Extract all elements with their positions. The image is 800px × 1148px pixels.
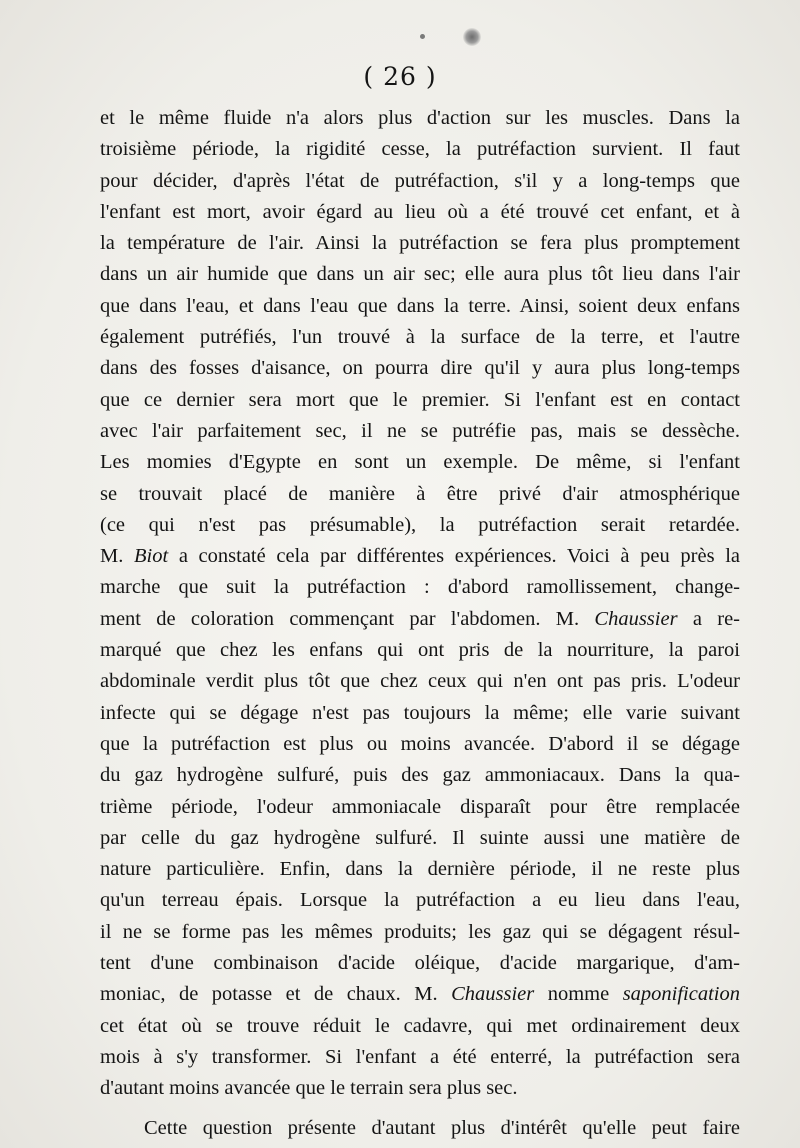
text-line: que ce dernier sera mort que le premier. Si l'enfant est en contact — [100, 388, 740, 411]
text-line: marche que suit la putréfaction : d'abord ramollissement, change- — [100, 576, 740, 599]
text-line: M. Biot a constaté cela par différentes expériences. Voici à peu près la — [100, 545, 740, 568]
paragraph-last-line: d'autant moins avancée que le terrain sera plus sec. — [100, 1077, 518, 1100]
text-line: avec l'air parfaitement sec, il ne se putréfie pas, mais se dessèche. — [100, 419, 740, 442]
page-number: ( 26 ) — [363, 62, 437, 91]
text-line: moniac, de potasse et de chaux. M. Chaussier nomme saponification — [100, 983, 740, 1006]
text-line: cet état où se trouve réduit le cadavre, qui met ordinairement deux — [100, 1014, 740, 1037]
text-line: trième période, l'odeur ammoniacale disparaît pour être remplacée — [100, 795, 740, 818]
text-line: dans un air humide que dans un air sec; elle aura plus tôt lieu dans l'air — [100, 263, 740, 286]
text-line: par celle du gaz hydrogène sulfuré. Il suinte aussi une matière de — [100, 826, 740, 849]
body-text — [100, 103, 740, 1144]
text-line: que dans l'eau, et dans l'eau que dans la terre. Ainsi, soient deux enfans — [100, 294, 740, 317]
text-line: il ne se forme pas les mêmes produits; les gaz qui se dégagent résul- — [100, 920, 740, 943]
text-line: l'enfant est mort, avoir égard au lieu où a été trouvé cet enfant, et à — [100, 200, 740, 223]
text-line: la température de l'air. Ainsi la putréfaction se fera plus promptement — [100, 232, 740, 255]
text-line: dans des fosses d'aisance, on pourra dire qu'il y aura plus long-temps — [100, 357, 740, 380]
text-line: se trouvait placé de manière à être privé d'air atmosphérique — [100, 482, 740, 505]
text-line: ment de coloration commençant par l'abdomen. M. Chaussier a re- — [100, 607, 740, 630]
text-line: abdominale verdit plus tôt que chez ceux qui n'en ont pas pris. L'odeur — [100, 670, 740, 693]
text-line: également putréfiés, l'un trouvé à la surface de la terre, et l'autre — [100, 326, 740, 349]
ink-blot — [463, 28, 481, 46]
ink-speck — [420, 34, 425, 39]
text-line: troisième période, la rigidité cesse, la putréfaction survient. Il faut — [100, 138, 740, 161]
text-line: pour décider, d'après l'état de putréfaction, s'il y a long-temps que — [100, 169, 740, 192]
text-line: marqué que chez les enfans qui ont pris de la nourriture, la paroi — [100, 639, 740, 662]
text-line: infecte qui se dégage n'est pas toujours la même; elle varie suivant — [100, 701, 740, 724]
text-line: (ce qui n'est pas présumable), la putréfaction serait retardée. — [100, 513, 740, 536]
text-line: tent d'une combinaison d'acide oléique, d'acide margarique, d'am- — [100, 952, 740, 975]
text-line: Les momies d'Egypte en sont un exemple. De même, si l'enfant — [100, 451, 740, 474]
text-line: du gaz hydrogène sulfuré, puis des gaz ammoniacaux. Dans la qua- — [100, 764, 740, 787]
text-line: mois à s'y transformer. Si l'enfant a été enterré, la putréfaction sera — [100, 1045, 740, 1068]
text-line: que la putréfaction est plus ou moins avancée. D'abord il se dégage — [100, 732, 740, 755]
text-line: qu'un terreau épais. Lorsque la putréfaction a eu lieu dans l'eau, — [100, 889, 740, 912]
paragraph-first-line: Cette question présente d'autant plus d'intérêt qu'elle peut faire — [144, 1116, 740, 1139]
text-line: nature particulière. Enfin, dans la dernière période, il ne reste plus — [100, 858, 740, 881]
text-line: et le même fluide n'a alors plus d'action sur les muscles. Dans la — [100, 107, 740, 129]
